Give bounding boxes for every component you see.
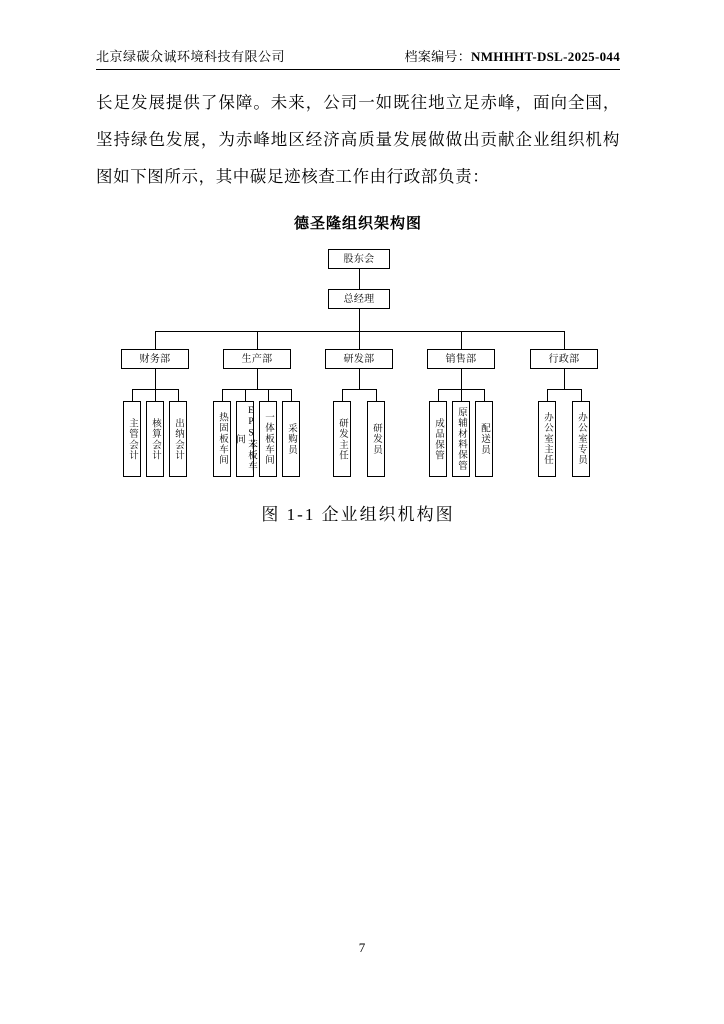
org-node-cost-accountant: 核算会计 bbox=[146, 401, 164, 477]
org-node-finance-dept: 财务部 bbox=[121, 349, 189, 369]
doc-number-value: NMHHHT-DSL-2025-044 bbox=[471, 49, 620, 64]
drop-production bbox=[257, 331, 258, 349]
body-paragraph: 长足发展提供了保障。未来，公司一如既往地立足赤峰，面向全国，坚持绿色发展，为赤峰地区经济高质量发展做做出贡献企业组织机构图如下图所示，其中碳足迹核查工作由行政部负责： bbox=[96, 93, 620, 186]
drop-production-4 bbox=[291, 389, 292, 401]
drop-finance-3 bbox=[178, 389, 179, 401]
org-node-eps-workshop: EPS苯板车间 bbox=[236, 401, 254, 477]
bus-production bbox=[222, 389, 292, 390]
stem-rd bbox=[359, 369, 360, 389]
org-node-delivery-staff: 配送员 bbox=[475, 401, 493, 477]
drop-sales-1 bbox=[438, 389, 439, 401]
drop-production-2 bbox=[245, 389, 246, 401]
drop-admin bbox=[564, 331, 565, 349]
org-node-thermoset-workshop: 热固板车间 bbox=[213, 401, 231, 477]
drop-rd-2 bbox=[376, 389, 377, 401]
header-doc-number bbox=[405, 46, 620, 65]
drop-rd bbox=[359, 331, 360, 349]
drop-production-1 bbox=[222, 389, 223, 401]
header-company-name: 北京绿碳众诚环境科技有限公司 bbox=[96, 49, 286, 64]
drop-finance-1 bbox=[132, 389, 133, 401]
drop-sales bbox=[461, 331, 462, 349]
stem-production bbox=[257, 369, 258, 389]
stem-admin bbox=[564, 369, 565, 389]
org-chart-title: 德圣隆组织架构图 bbox=[293, 216, 422, 232]
drop-finance bbox=[155, 331, 156, 349]
org-node-office-director: 办公室主任 bbox=[538, 401, 556, 477]
drop-finance-2 bbox=[155, 389, 156, 401]
drop-admin-1 bbox=[547, 389, 548, 401]
org-node-rd-director: 研发主任 bbox=[333, 401, 351, 477]
drop-production-3 bbox=[268, 389, 269, 401]
org-node-rd-staff: 研发员 bbox=[367, 401, 385, 477]
page-header bbox=[96, 46, 620, 70]
figure-caption: 图 1-1 企业组织机构图 bbox=[261, 505, 455, 524]
org-node-finished-goods-keeper: 成品保管 bbox=[429, 401, 447, 477]
bus-admin bbox=[547, 389, 581, 390]
org-node-rd-dept: 研发部 bbox=[325, 349, 393, 369]
org-node-admin-dept: 行政部 bbox=[530, 349, 598, 369]
page-footer: 7 bbox=[358, 940, 366, 955]
org-node-general-manager: 总经理 bbox=[328, 289, 390, 309]
drop-rd-1 bbox=[342, 389, 343, 401]
org-node-cashier-accountant: 出纳会计 bbox=[169, 401, 187, 477]
org-chart-canvas bbox=[96, 249, 620, 499]
connector-l2-bus bbox=[359, 309, 360, 331]
stem-finance bbox=[155, 369, 156, 389]
drop-sales-2 bbox=[461, 389, 462, 401]
org-chart bbox=[96, 212, 620, 499]
stem-sales bbox=[461, 369, 462, 389]
org-node-chief-accountant: 主管会计 bbox=[123, 401, 141, 477]
org-node-shareholders: 股东会 bbox=[328, 249, 390, 269]
bus-rd bbox=[342, 389, 376, 390]
org-node-raw-material-keeper: 原辅材料保管 bbox=[452, 401, 470, 477]
drop-admin-2 bbox=[581, 389, 582, 401]
drop-sales-3 bbox=[484, 389, 485, 401]
connector-l1-l2 bbox=[359, 269, 360, 289]
org-node-integrated-panel-workshop: 一体板车间 bbox=[259, 401, 277, 477]
doc-number-label: 档案编号： bbox=[404, 49, 472, 64]
org-node-purchaser: 采购员 bbox=[282, 401, 300, 477]
org-node-sales-dept: 销售部 bbox=[427, 349, 495, 369]
org-node-production-dept: 生产部 bbox=[223, 349, 291, 369]
org-node-office-specialist: 办公室专员 bbox=[572, 401, 590, 477]
